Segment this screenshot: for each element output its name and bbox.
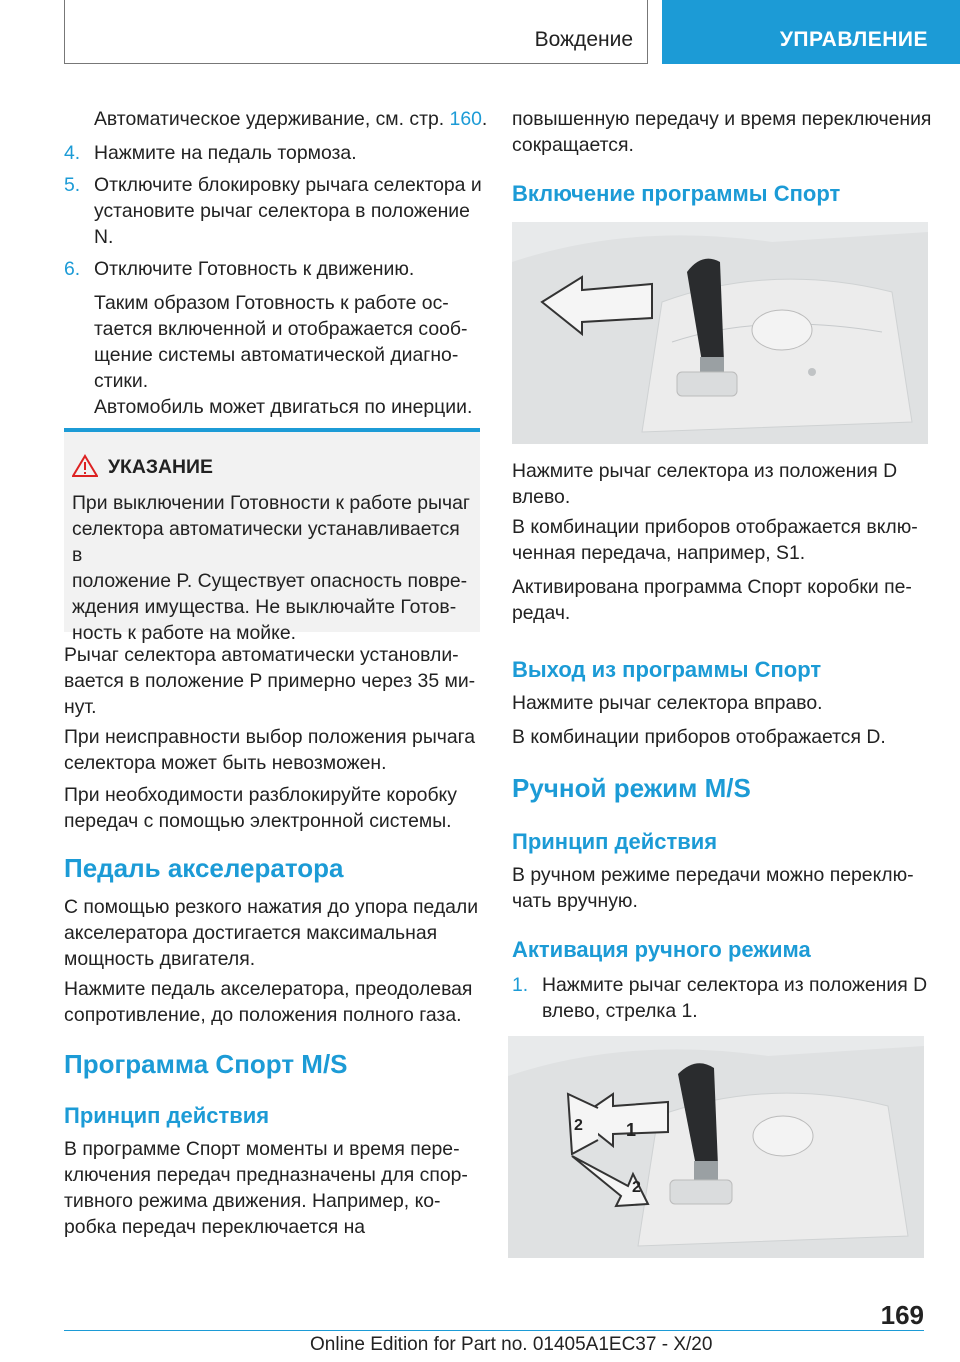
- footer-edition: Online Edition for Part no. 01405A1EC37 - X/20: [310, 1334, 713, 1355]
- paragraph: вается в положение P примерно через 35 ми-: [64, 670, 476, 692]
- step-note: стики.: [94, 370, 149, 392]
- paragraph: сокращается.: [512, 134, 634, 156]
- paragraph: При необходимости разблокируйте коробку: [64, 784, 457, 806]
- paragraph: ченная передача, например, S1.: [512, 542, 806, 564]
- paragraph: селектора может быть невозможен.: [64, 752, 387, 774]
- paragraph: передач с помощью электронной системы.: [64, 810, 452, 832]
- step-note: щение системы автоматической диагно-: [94, 344, 459, 366]
- section-title: Вождение: [534, 28, 633, 51]
- heading-principle: Принцип действия: [512, 829, 718, 854]
- heading-accelerator: Педаль акселератора: [64, 853, 344, 883]
- header-chapter-tab: [662, 0, 960, 64]
- paragraph: тивного режима движения. Например, ко-: [64, 1190, 441, 1212]
- arrow-label: 1: [626, 1120, 637, 1140]
- paragraph: чать вручную.: [512, 890, 638, 912]
- step-text: Нажмите рычаг селектора из положения D: [542, 974, 928, 996]
- step-number: 1.: [512, 974, 529, 996]
- step-text: Отключите Готовность к движению.: [94, 258, 415, 280]
- paragraph: сопротивление, до положения полного газа.: [64, 1004, 462, 1026]
- step-note: Таким образом Готовность к работе ос-: [94, 292, 449, 314]
- arrow-label: 2: [632, 1179, 641, 1196]
- heading-sport-on: Включение программы Спорт: [512, 181, 841, 206]
- paragraph: Активирована программа Спорт коробки пе-: [512, 576, 912, 598]
- heading-principle: Принцип действия: [64, 1103, 270, 1128]
- step-text: N.: [94, 226, 114, 248]
- paragraph: В ручном режиме передачи можно переклю-: [512, 864, 914, 886]
- footer-rule: [64, 1330, 924, 1331]
- step-text: установите рычаг селектора в положение: [94, 200, 470, 222]
- page-number: 169: [880, 1300, 924, 1330]
- paragraph: Нажмите педаль акселератора, преодолевая: [64, 978, 473, 1000]
- paragraph: С помощью резкого нажатия до упора педали: [64, 896, 479, 918]
- warning-triangle-icon: [72, 454, 98, 478]
- step-note: тается включенной и отображается сооб-: [94, 318, 468, 340]
- page-link[interactable]: 160: [449, 108, 482, 130]
- step-number: 6.: [64, 258, 81, 280]
- paragraph: Нажмите рычаг селектора из положения D: [512, 460, 898, 482]
- chapter-title: УПРАВЛЕНИЕ: [779, 28, 928, 51]
- heading-activate-manual: Активация ручного режима: [512, 937, 811, 962]
- paragraph: ключения передач предназначены для спор-: [64, 1164, 468, 1186]
- heading-sport-program: Программа Спорт M/S: [64, 1049, 348, 1079]
- paragraph: повышенную передачу и время переключения: [512, 108, 932, 130]
- heading-sport-off: Выход из программы Спорт: [512, 657, 822, 682]
- paragraph: нут.: [64, 696, 97, 718]
- step-number: 5.: [64, 174, 81, 196]
- gear-selector-photo-manual: [508, 1036, 924, 1258]
- paragraph: В программе Спорт моменты и время пере-: [64, 1138, 460, 1160]
- paragraph: влево.: [512, 486, 571, 508]
- paragraph: акселератора достигается максимальная: [64, 922, 438, 944]
- warning-title: УКАЗАНИЕ: [108, 456, 213, 478]
- paragraph: В комбинации приборов отображается вклю-: [512, 516, 918, 538]
- paragraph: робка передач переключается на: [64, 1216, 366, 1238]
- paragraph: При неисправности выбор положения рычага: [64, 726, 476, 748]
- step-note: Автомобиль может двигаться по инерции.: [94, 396, 473, 418]
- gear-selector-photo-left: [512, 222, 928, 444]
- paragraph: редач.: [512, 602, 571, 624]
- warning-text: При выключении Готовности к работе рычаг селектора автоматически устанавливается в положение P. Существует опасность повре- ждения имущества. Не выключайте Готов- ность к работе на мойке.: [72, 492, 470, 644]
- step-number: 4.: [64, 142, 81, 164]
- arrow-label: 2: [574, 1117, 583, 1134]
- paragraph: В комбинации приборов отображается D.: [512, 726, 886, 748]
- paragraph-hold: Автоматическое удерживание, см. стр. 160.: [94, 108, 488, 130]
- step-text: Отключите блокировку рычага селектора и: [94, 174, 482, 196]
- step-text: влево, стрелка 1.: [542, 1000, 698, 1022]
- step-text: Нажмите на педаль тормоза.: [94, 142, 357, 164]
- paragraph: Рычаг селектора автоматически установли-: [64, 644, 459, 666]
- paragraph: Нажмите рычаг селектора вправо.: [512, 692, 823, 714]
- paragraph: мощность двигателя.: [64, 948, 256, 970]
- header-section-tab: [64, 0, 648, 64]
- warning-box: [64, 428, 480, 644]
- heading-manual-mode: Ручной режим M/S: [512, 773, 751, 803]
